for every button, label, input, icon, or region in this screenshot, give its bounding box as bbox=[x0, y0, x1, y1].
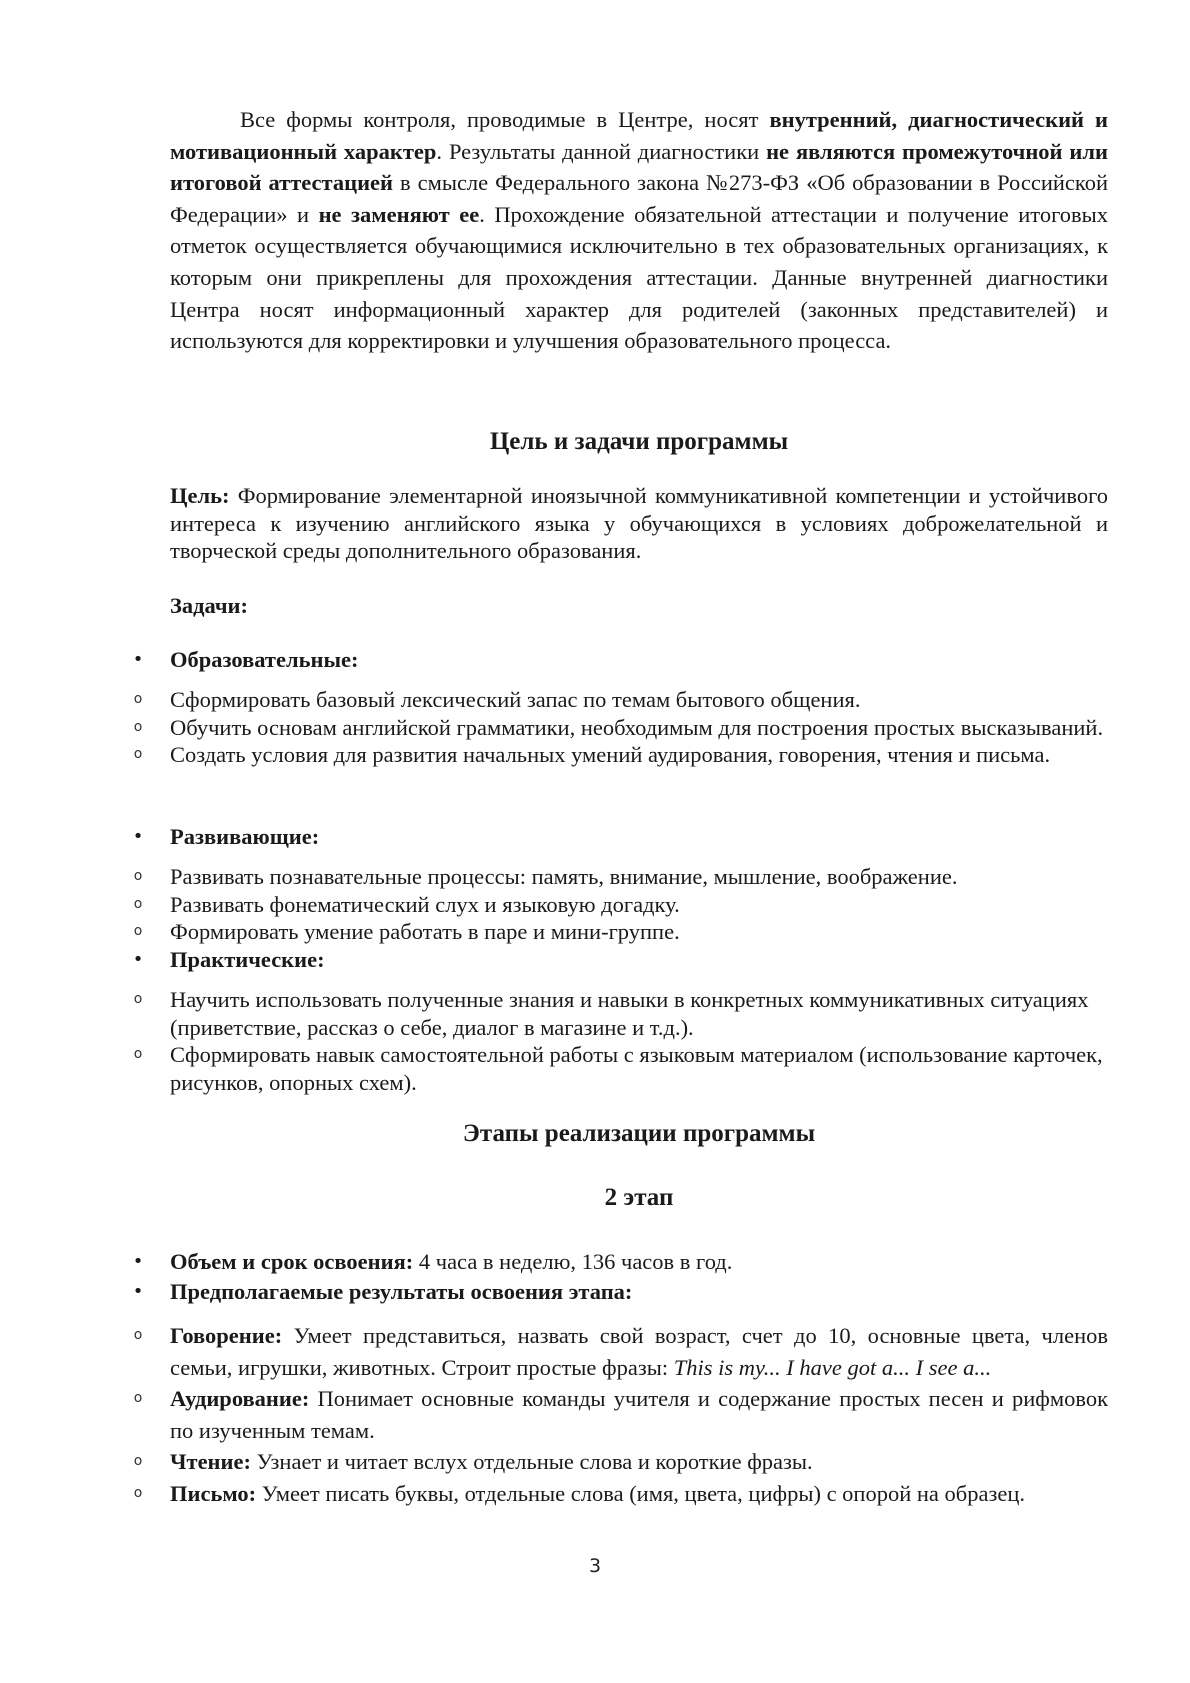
volume-label: Объем и срок освоения: bbox=[170, 1249, 414, 1274]
bullet-icon: • bbox=[132, 949, 144, 970]
list-item bbox=[0, 714, 1190, 742]
task-group-educational bbox=[0, 646, 1190, 769]
list-item bbox=[0, 686, 1190, 714]
circle-bullet-icon: o bbox=[133, 1046, 143, 1062]
task-group-title bbox=[0, 823, 1190, 863]
list-item bbox=[0, 986, 1190, 1041]
bullet-icon: • bbox=[132, 1281, 144, 1302]
circle-bullet-icon: o bbox=[133, 1453, 143, 1470]
list-item bbox=[0, 1041, 1190, 1096]
intro-text: Все формы контроля, проводимые в Центре, носят bbox=[240, 107, 770, 132]
stage-results-list bbox=[0, 1320, 1190, 1510]
result-label: Письмо: bbox=[170, 1480, 257, 1506]
list-item-text: Развивать фонематический слух и языковую догадку. bbox=[170, 891, 680, 917]
result-text: Умеет писать буквы, отдельные слова (имя, цвета, цифры) с опорой на образец. bbox=[256, 1480, 1026, 1506]
result-writing bbox=[0, 1478, 1190, 1510]
result-example-phrases: This is my... I have got a... I see a... bbox=[673, 1354, 992, 1380]
intro-text: . Результаты данной диагностики bbox=[436, 138, 767, 164]
task-group-developing bbox=[0, 823, 1190, 946]
list-item bbox=[0, 891, 1190, 919]
task-group-practical bbox=[0, 946, 1190, 1096]
list-item-text: Формировать умение работать в паре и мини-группе. bbox=[170, 919, 680, 944]
intro-text: . Прохождение обязательной аттестации и получение итоговых отметок осуществляется обучающимися исключительно в тех образовательных организациях, к которым они прикреплены для прохождения аттестации. Данные внутренней диагностики Центра носят информационный характер для родителей (законных представителей) и используются для корректировки и улучшения образовательного процесса. bbox=[170, 201, 1108, 354]
list-item-text: Развивать познавательные процессы: память, внимание, мышление, воображение. bbox=[170, 864, 958, 889]
task-group-title bbox=[0, 946, 1190, 986]
circle-bullet-icon: o bbox=[133, 868, 143, 884]
tasks-section bbox=[170, 590, 1108, 622]
group-title-text: Образовательные: bbox=[170, 647, 359, 672]
result-text: Понимает основные команды учителя и содержание простых песен и рифмовок по изученным темам. bbox=[170, 1386, 1108, 1443]
goal-paragraph bbox=[170, 482, 1108, 565]
goal-section bbox=[170, 482, 1108, 565]
intro-bold-text: не заменяют ее bbox=[318, 201, 480, 227]
tasks-label bbox=[170, 590, 1108, 622]
result-label: Говорение: bbox=[170, 1323, 283, 1348]
goals-heading: Цель и задачи программы bbox=[489, 428, 789, 455]
list-item-text: Научить использовать полученные знания и навыки в конкретных коммуникативных ситуациях (приветствие, рассказ о себе, диалог в магазине и т.д.). bbox=[170, 987, 1089, 1040]
result-text: Умеет представиться, назвать свой возраст, счет до 10, основные цвета, членов семьи, игрушки, животных. Строит простые фразы: bbox=[170, 1323, 1108, 1380]
result-speaking bbox=[0, 1320, 1190, 1383]
results-label: Предполагаемые результаты освоения этапа: bbox=[170, 1279, 633, 1304]
stages-heading: Этапы реализации программы bbox=[462, 1120, 816, 1147]
result-listening bbox=[0, 1383, 1190, 1446]
volume-text: 4 часа в неделю, 136 часов в год. bbox=[413, 1249, 733, 1274]
list-item-text: Сформировать навык самостоятельной работы с языковым материалом (использование карточек, рисунков, опорных схем). bbox=[170, 1042, 1103, 1095]
result-reading bbox=[0, 1446, 1190, 1478]
list-item-text: Обучить основам английской грамматики, необходимым для построения простых высказываний. bbox=[170, 714, 1104, 740]
stage-results-title bbox=[0, 1278, 1190, 1318]
group-title-text: Практические: bbox=[170, 947, 325, 972]
circle-bullet-icon: o bbox=[133, 1484, 143, 1501]
stage-title: 2 этап bbox=[604, 1184, 674, 1211]
list-item bbox=[0, 741, 1190, 769]
circle-bullet-icon: o bbox=[133, 895, 143, 912]
intro-paragraph bbox=[170, 104, 1108, 357]
goal-text: Формирование элементарной иноязычной коммуникативной компетенции и устойчивого интереса к изучению английского языка у обучающихся в условиях доброжелательной и творческой среды дополнительного образования. bbox=[170, 483, 1108, 563]
result-label: Чтение: bbox=[170, 1449, 251, 1475]
group-title-text: Развивающие: bbox=[170, 824, 320, 849]
list-item-text: Сформировать базовый лексический запас по темам бытового общения. bbox=[170, 687, 861, 712]
circle-bullet-icon: o bbox=[133, 746, 143, 762]
bullet-icon: • bbox=[132, 826, 144, 847]
list-item bbox=[0, 918, 1190, 946]
circle-bullet-icon: o bbox=[133, 691, 143, 707]
list-item bbox=[0, 863, 1190, 891]
tasks-label-text: Задачи: bbox=[170, 593, 249, 618]
result-label: Аудирование: bbox=[170, 1386, 310, 1412]
stage-volume bbox=[0, 1248, 1190, 1278]
circle-bullet-icon: o bbox=[133, 718, 143, 735]
circle-bullet-icon: o bbox=[133, 1390, 143, 1407]
intro-section bbox=[170, 104, 1108, 357]
bullet-icon: • bbox=[132, 649, 144, 670]
result-text: Узнает и читает вслух отдельные слова и короткие фразы. bbox=[250, 1449, 813, 1475]
goal-label: Цель: bbox=[170, 483, 230, 508]
intro-text: в смысле Федерального закона №273-ФЗ «Об образовании в Российской Федерации» и bbox=[170, 170, 1108, 227]
page-number: 3 bbox=[588, 1555, 602, 1577]
intro-bold-text: внутренний, диагностический и мотивационный характер bbox=[170, 107, 1108, 164]
list-item-text: Создать условия для развития начальных умений аудирования, говорения, чтения и письма. bbox=[170, 742, 1051, 767]
circle-bullet-icon: o bbox=[133, 923, 143, 939]
stage-info-list bbox=[0, 1248, 1190, 1318]
circle-bullet-icon: o bbox=[133, 991, 143, 1007]
circle-bullet-icon: o bbox=[133, 1327, 143, 1343]
bullet-icon: • bbox=[132, 1251, 144, 1272]
intro-bold-text: не являются промежуточной или итоговой аттестацией bbox=[170, 138, 1108, 196]
task-group-title bbox=[0, 646, 1190, 686]
